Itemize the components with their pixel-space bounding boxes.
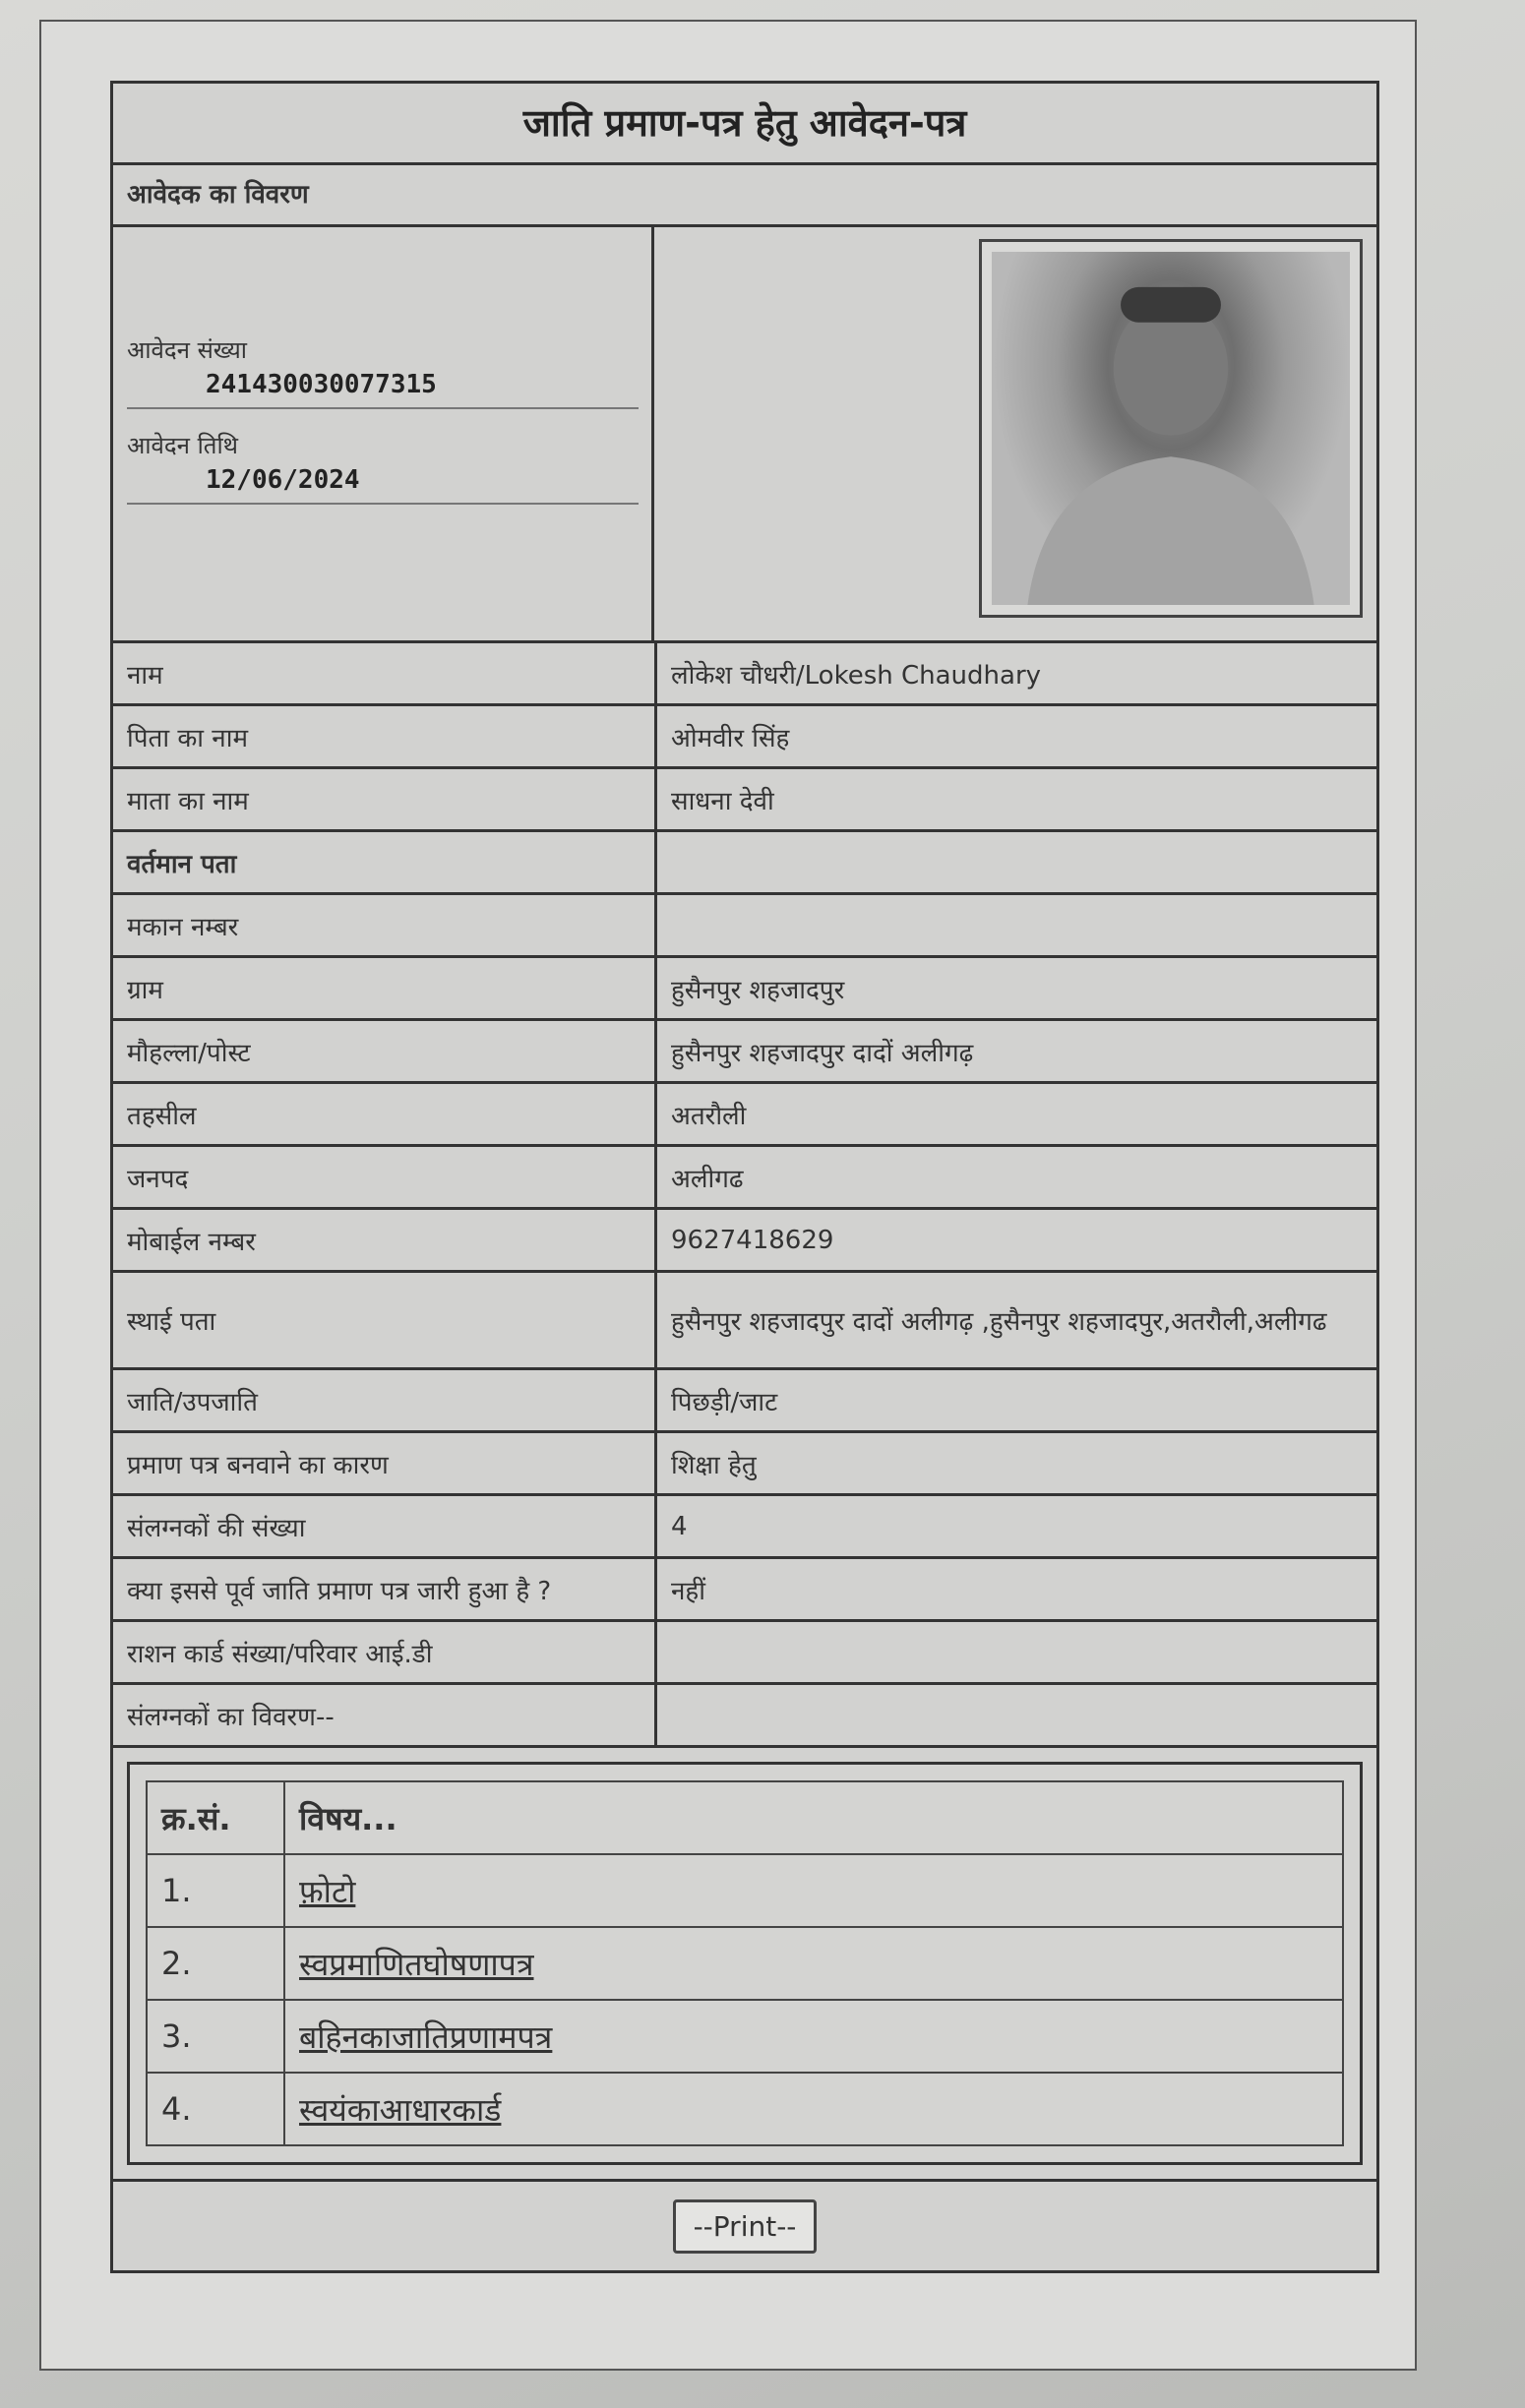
- detail-label: प्रमाण पत्र बनवाने का कारण: [113, 1432, 656, 1495]
- detail-value: [656, 831, 1377, 894]
- detail-label: पिता का नाम: [113, 705, 656, 768]
- detail-row: [113, 1369, 1376, 1432]
- applicant-photo: [992, 252, 1350, 605]
- attachment-link[interactable]: स्वप्रमाणितघोषणापत्र: [299, 1945, 534, 1983]
- detail-value: पिछड़ी/जाट: [656, 1369, 1377, 1432]
- applicant-header: [113, 227, 1376, 643]
- detail-value: 4: [656, 1495, 1377, 1558]
- section-heading: आवेदक का विवरण: [113, 165, 1376, 227]
- attachments-panel: [127, 1762, 1363, 2165]
- attachment-row: [147, 1854, 1343, 1927]
- attachment-number: 3.: [147, 2000, 284, 2073]
- detail-value: हुसैनपुर शहजादपुर दादों अलीगढ़ ,हुसैनपुर शहजादपुर,अतरौली,अलीगढ: [656, 1272, 1377, 1369]
- detail-label: माता का नाम: [113, 768, 656, 831]
- detail-label: संलग्नकों का विवरण--: [113, 1684, 656, 1747]
- detail-row: [113, 1558, 1376, 1621]
- detail-label: मोबाईल नम्बर: [113, 1209, 656, 1272]
- detail-value: हुसैनपुर शहजादपुर: [656, 957, 1377, 1020]
- application-number: 241430030077315: [127, 366, 639, 409]
- detail-label: ग्राम: [113, 957, 656, 1020]
- detail-label: वर्तमान पता: [113, 831, 656, 894]
- detail-value: 9627418629: [656, 1209, 1377, 1272]
- attachment-number: 1.: [147, 1854, 284, 1927]
- detail-row: [113, 1432, 1376, 1495]
- application-number-label: आवेदन संख्या: [127, 336, 247, 364]
- column-header-serial: क्र.सं.: [147, 1781, 284, 1854]
- attachment-link[interactable]: स्वयंकाआधारकार्ड: [299, 2090, 502, 2129]
- application-date: 12/06/2024: [127, 461, 639, 505]
- attachment-number: 4.: [147, 2073, 284, 2145]
- detail-value: [656, 1684, 1377, 1747]
- detail-value: ओमवीर सिंह: [656, 705, 1377, 768]
- detail-row: [113, 894, 1376, 957]
- detail-row: [113, 1020, 1376, 1083]
- detail-label: राशन कार्ड संख्या/परिवार आई.डी: [113, 1621, 656, 1684]
- attachment-link[interactable]: बहिनकाजातिप्रणामपत्र: [299, 2017, 553, 2056]
- detail-label: मकान नम्बर: [113, 894, 656, 957]
- detail-value: लोकेश चौधरी/Lokesh Chaudhary: [656, 643, 1377, 705]
- detail-value: साधना देवी: [656, 768, 1377, 831]
- detail-row: [113, 957, 1376, 1020]
- detail-row: [113, 643, 1376, 705]
- detail-row: [113, 1146, 1376, 1209]
- detail-value: शिक्षा हेतु: [656, 1432, 1377, 1495]
- detail-label: संलग्नकों की संख्या: [113, 1495, 656, 1558]
- detail-row: [113, 1684, 1376, 1747]
- attachment-subject-cell: [284, 1927, 1343, 2000]
- detail-label: जनपद: [113, 1146, 656, 1209]
- detail-label: नाम: [113, 643, 656, 705]
- detail-value: हुसैनपुर शहजादपुर दादों अलीगढ़: [656, 1020, 1377, 1083]
- attachments-header-row: [147, 1781, 1343, 1854]
- detail-label: तहसील: [113, 1083, 656, 1146]
- detail-row: [113, 1495, 1376, 1558]
- form-title: जाति प्रमाण-पत्र हेतु आवेदन-पत्र: [113, 84, 1376, 165]
- detail-row: [113, 1083, 1376, 1146]
- detail-label: स्थाई पता: [113, 1272, 656, 1369]
- detail-value: नहीं: [656, 1558, 1377, 1621]
- detail-value: [656, 894, 1377, 957]
- detail-row: [113, 768, 1376, 831]
- attachment-row: [147, 2000, 1343, 2073]
- attachment-row: [147, 2073, 1343, 2145]
- print-button[interactable]: --Print--: [673, 2199, 818, 2254]
- attachment-number: 2.: [147, 1927, 284, 2000]
- attachment-link[interactable]: फ़ोटो: [299, 1872, 356, 1910]
- attachments-table: [146, 1780, 1344, 2146]
- detail-label: क्या इससे पूर्व जाति प्रमाण पत्र जारी हुआ है ?: [113, 1558, 656, 1621]
- photo-cell: [654, 227, 1376, 640]
- detail-value: अतरौली: [656, 1083, 1377, 1146]
- print-row: [113, 2179, 1376, 2270]
- detail-row: [113, 831, 1376, 894]
- paper-sheet: [39, 20, 1417, 2371]
- attachment-subject-cell: [284, 2073, 1343, 2145]
- detail-value: अलीगढ: [656, 1146, 1377, 1209]
- details-table: [113, 643, 1376, 1748]
- attachment-row: [147, 1927, 1343, 2000]
- detail-value: [656, 1621, 1377, 1684]
- application-date-block: [127, 429, 639, 505]
- column-header-subject: विषय...: [284, 1781, 1343, 1854]
- application-form: [110, 81, 1379, 2273]
- detail-row: [113, 1621, 1376, 1684]
- detail-label: जाति/उपजाति: [113, 1369, 656, 1432]
- detail-label: मौहल्ला/पोस्ट: [113, 1020, 656, 1083]
- attachment-subject-cell: [284, 2000, 1343, 2073]
- detail-row: [113, 1272, 1376, 1369]
- detail-row: [113, 1209, 1376, 1272]
- detail-row: [113, 705, 1376, 768]
- application-date-label: आवेदन तिथि: [127, 432, 239, 459]
- application-meta: [113, 227, 654, 640]
- applicant-photo-frame: [979, 239, 1363, 618]
- application-number-block: [127, 333, 639, 409]
- attachment-subject-cell: [284, 1854, 1343, 1927]
